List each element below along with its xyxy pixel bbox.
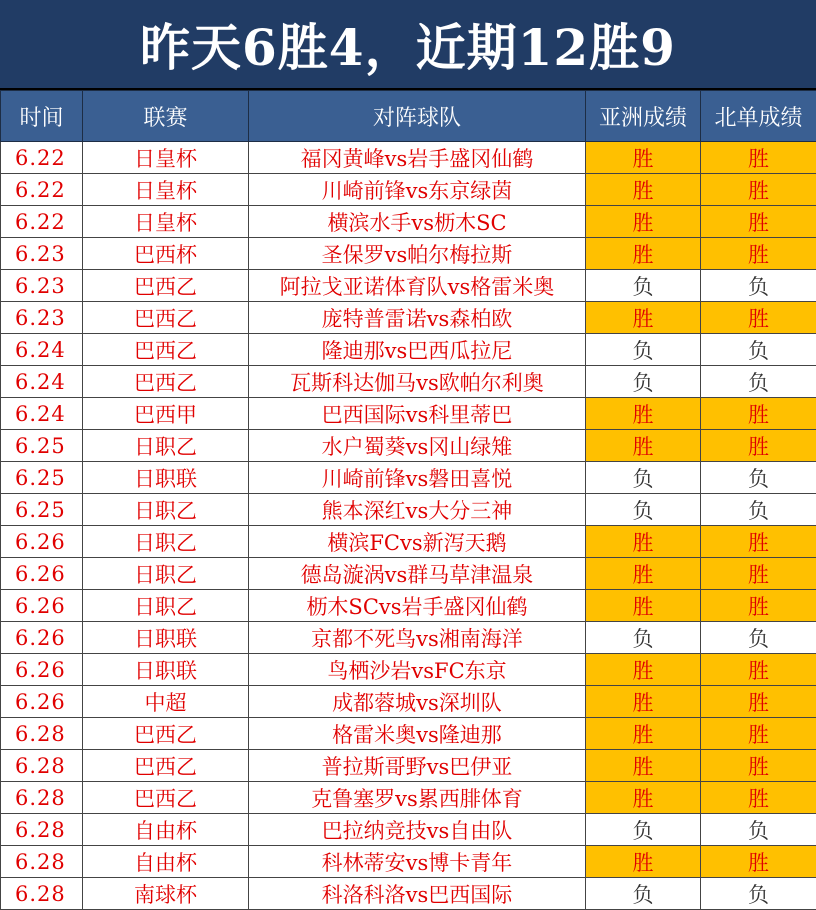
beidan-result-cell: 负 bbox=[701, 494, 816, 526]
match-cell: 横滨水手vs枥木SC bbox=[249, 206, 586, 238]
league-cell: 巴西乙 bbox=[83, 750, 249, 782]
beidan-result-cell: 负 bbox=[701, 462, 816, 494]
league-cell: 日皇杯 bbox=[83, 174, 249, 206]
match-cell: 水户蜀葵vs冈山绿雉 bbox=[249, 430, 586, 462]
beidan-result-cell: 胜 bbox=[701, 142, 816, 174]
banner-title: 昨天6胜4，近期12胜9 bbox=[0, 0, 816, 90]
table-row bbox=[1, 270, 816, 302]
asia-result-cell: 胜 bbox=[586, 302, 701, 334]
asia-result-cell: 胜 bbox=[586, 238, 701, 270]
time-cell: 6.22 bbox=[1, 206, 83, 238]
league-cell: 巴西甲 bbox=[83, 398, 249, 430]
time-cell: 6.23 bbox=[1, 302, 83, 334]
asia-result-cell: 胜 bbox=[586, 846, 701, 878]
table-row bbox=[1, 558, 816, 590]
time-cell: 6.24 bbox=[1, 334, 83, 366]
asia-result-cell: 负 bbox=[586, 270, 701, 302]
match-cell: 庞特普雷诺vs森柏欧 bbox=[249, 302, 586, 334]
table-row bbox=[1, 846, 816, 878]
match-cell: 瓦斯科达伽马vs欧帕尔利奥 bbox=[249, 366, 586, 398]
table-row bbox=[1, 238, 816, 270]
time-cell: 6.24 bbox=[1, 366, 83, 398]
beidan-result-cell: 负 bbox=[701, 814, 816, 846]
beidan-result-cell: 胜 bbox=[701, 430, 816, 462]
league-cell: 日职联 bbox=[83, 622, 249, 654]
league-cell: 日职乙 bbox=[83, 430, 249, 462]
match-cell: 成都蓉城vs深圳队 bbox=[249, 686, 586, 718]
league-cell: 日皇杯 bbox=[83, 206, 249, 238]
asia-result-cell: 胜 bbox=[586, 174, 701, 206]
beidan-result-cell: 负 bbox=[701, 270, 816, 302]
table-row bbox=[1, 398, 816, 430]
league-cell: 巴西乙 bbox=[83, 718, 249, 750]
match-cell: 鸟栖沙岩vsFC东京 bbox=[249, 654, 586, 686]
header-time: 时间 bbox=[1, 91, 83, 142]
time-cell: 6.26 bbox=[1, 686, 83, 718]
match-cell: 克鲁塞罗vs累西腓体育 bbox=[249, 782, 586, 814]
match-cell: 阿拉戈亚诺体育队vs格雷米奥 bbox=[249, 270, 586, 302]
header-asia-result: 亚洲成绩 bbox=[586, 91, 701, 142]
beidan-result-cell: 负 bbox=[701, 622, 816, 654]
asia-result-cell: 胜 bbox=[586, 558, 701, 590]
asia-result-cell: 胜 bbox=[586, 398, 701, 430]
beidan-result-cell: 胜 bbox=[701, 558, 816, 590]
asia-result-cell: 负 bbox=[586, 494, 701, 526]
match-cell: 巴拉纳竞技vs自由队 bbox=[249, 814, 586, 846]
table-row bbox=[1, 142, 816, 174]
time-cell: 6.25 bbox=[1, 430, 83, 462]
header-match: 对阵球队 bbox=[249, 91, 586, 142]
time-cell: 6.26 bbox=[1, 654, 83, 686]
match-cell: 枥木SCvs岩手盛冈仙鹤 bbox=[249, 590, 586, 622]
asia-result-cell: 胜 bbox=[586, 526, 701, 558]
table-row bbox=[1, 462, 816, 494]
beidan-result-cell: 胜 bbox=[701, 302, 816, 334]
beidan-result-cell: 胜 bbox=[701, 718, 816, 750]
header-league: 联赛 bbox=[83, 91, 249, 142]
asia-result-cell: 胜 bbox=[586, 750, 701, 782]
time-cell: 6.26 bbox=[1, 622, 83, 654]
time-cell: 6.26 bbox=[1, 558, 83, 590]
asia-result-cell: 负 bbox=[586, 814, 701, 846]
time-cell: 6.23 bbox=[1, 270, 83, 302]
match-cell: 普拉斯哥野vs巴伊亚 bbox=[249, 750, 586, 782]
beidan-result-cell: 胜 bbox=[701, 398, 816, 430]
league-cell: 日职乙 bbox=[83, 494, 249, 526]
league-cell: 巴西乙 bbox=[83, 334, 249, 366]
header-beidan-result: 北单成绩 bbox=[701, 91, 816, 142]
time-cell: 6.26 bbox=[1, 526, 83, 558]
beidan-result-cell: 胜 bbox=[701, 686, 816, 718]
table-row bbox=[1, 430, 816, 462]
asia-result-cell: 胜 bbox=[586, 782, 701, 814]
table-row bbox=[1, 782, 816, 814]
beidan-result-cell: 胜 bbox=[701, 782, 816, 814]
match-cell: 川崎前锋vs磐田喜悦 bbox=[249, 462, 586, 494]
match-cell: 横滨FCvs新泻天鹅 bbox=[249, 526, 586, 558]
asia-result-cell: 胜 bbox=[586, 686, 701, 718]
beidan-result-cell: 胜 bbox=[701, 846, 816, 878]
table-row bbox=[1, 590, 816, 622]
table-row bbox=[1, 686, 816, 718]
beidan-result-cell: 胜 bbox=[701, 654, 816, 686]
league-cell: 日职乙 bbox=[83, 526, 249, 558]
match-cell: 巴西国际vs科里蒂巴 bbox=[249, 398, 586, 430]
match-cell: 圣保罗vs帕尔梅拉斯 bbox=[249, 238, 586, 270]
time-cell: 6.22 bbox=[1, 142, 83, 174]
table-row bbox=[1, 334, 816, 366]
asia-result-cell: 胜 bbox=[586, 590, 701, 622]
table-row bbox=[1, 878, 816, 910]
league-cell: 巴西乙 bbox=[83, 782, 249, 814]
asia-result-cell: 负 bbox=[586, 462, 701, 494]
league-cell: 自由杯 bbox=[83, 814, 249, 846]
beidan-result-cell: 胜 bbox=[701, 238, 816, 270]
league-cell: 日职联 bbox=[83, 654, 249, 686]
asia-result-cell: 负 bbox=[586, 878, 701, 910]
league-cell: 自由杯 bbox=[83, 846, 249, 878]
table-row bbox=[1, 718, 816, 750]
table-row bbox=[1, 814, 816, 846]
time-cell: 6.23 bbox=[1, 238, 83, 270]
league-cell: 巴西乙 bbox=[83, 302, 249, 334]
time-cell: 6.24 bbox=[1, 398, 83, 430]
league-cell: 日职乙 bbox=[83, 590, 249, 622]
time-cell: 6.28 bbox=[1, 814, 83, 846]
time-cell: 6.28 bbox=[1, 718, 83, 750]
beidan-result-cell: 胜 bbox=[701, 590, 816, 622]
match-cell: 隆迪那vs巴西瓜拉尼 bbox=[249, 334, 586, 366]
beidan-result-cell: 胜 bbox=[701, 526, 816, 558]
asia-result-cell: 负 bbox=[586, 334, 701, 366]
match-cell: 格雷米奥vs隆迪那 bbox=[249, 718, 586, 750]
time-cell: 6.25 bbox=[1, 494, 83, 526]
time-cell: 6.25 bbox=[1, 462, 83, 494]
match-cell: 德岛漩涡vs群马草津温泉 bbox=[249, 558, 586, 590]
beidan-result-cell: 负 bbox=[701, 878, 816, 910]
table-row bbox=[1, 622, 816, 654]
beidan-result-cell: 负 bbox=[701, 366, 816, 398]
league-cell: 中超 bbox=[83, 686, 249, 718]
results-table bbox=[0, 90, 816, 910]
time-cell: 6.28 bbox=[1, 878, 83, 910]
league-cell: 日职乙 bbox=[83, 558, 249, 590]
header-row bbox=[1, 91, 816, 142]
match-cell: 川崎前锋vs东京绿茵 bbox=[249, 174, 586, 206]
asia-result-cell: 负 bbox=[586, 366, 701, 398]
asia-result-cell: 胜 bbox=[586, 654, 701, 686]
asia-result-cell: 胜 bbox=[586, 142, 701, 174]
time-cell: 6.28 bbox=[1, 750, 83, 782]
table-row bbox=[1, 750, 816, 782]
beidan-result-cell: 负 bbox=[701, 334, 816, 366]
time-cell: 6.28 bbox=[1, 846, 83, 878]
asia-result-cell: 胜 bbox=[586, 206, 701, 238]
match-cell: 科林蒂安vs博卡青年 bbox=[249, 846, 586, 878]
table-row bbox=[1, 526, 816, 558]
league-cell: 巴西乙 bbox=[83, 270, 249, 302]
time-cell: 6.22 bbox=[1, 174, 83, 206]
table-row bbox=[1, 494, 816, 526]
beidan-result-cell: 胜 bbox=[701, 206, 816, 238]
league-cell: 南球杯 bbox=[83, 878, 249, 910]
table-row bbox=[1, 302, 816, 334]
asia-result-cell: 胜 bbox=[586, 718, 701, 750]
match-cell: 熊本深红vs大分三神 bbox=[249, 494, 586, 526]
table-row bbox=[1, 366, 816, 398]
league-cell: 巴西乙 bbox=[83, 366, 249, 398]
asia-result-cell: 胜 bbox=[586, 430, 701, 462]
match-cell: 科洛科洛vs巴西国际 bbox=[249, 878, 586, 910]
league-cell: 巴西杯 bbox=[83, 238, 249, 270]
beidan-result-cell: 胜 bbox=[701, 174, 816, 206]
beidan-result-cell: 胜 bbox=[701, 750, 816, 782]
match-cell: 福冈黄峰vs岩手盛冈仙鹤 bbox=[249, 142, 586, 174]
table-row bbox=[1, 174, 816, 206]
league-cell: 日职联 bbox=[83, 462, 249, 494]
time-cell: 6.26 bbox=[1, 590, 83, 622]
league-cell: 日皇杯 bbox=[83, 142, 249, 174]
match-cell: 京都不死鸟vs湘南海洋 bbox=[249, 622, 586, 654]
asia-result-cell: 负 bbox=[586, 622, 701, 654]
table-row bbox=[1, 654, 816, 686]
table-row bbox=[1, 206, 816, 238]
time-cell: 6.28 bbox=[1, 782, 83, 814]
